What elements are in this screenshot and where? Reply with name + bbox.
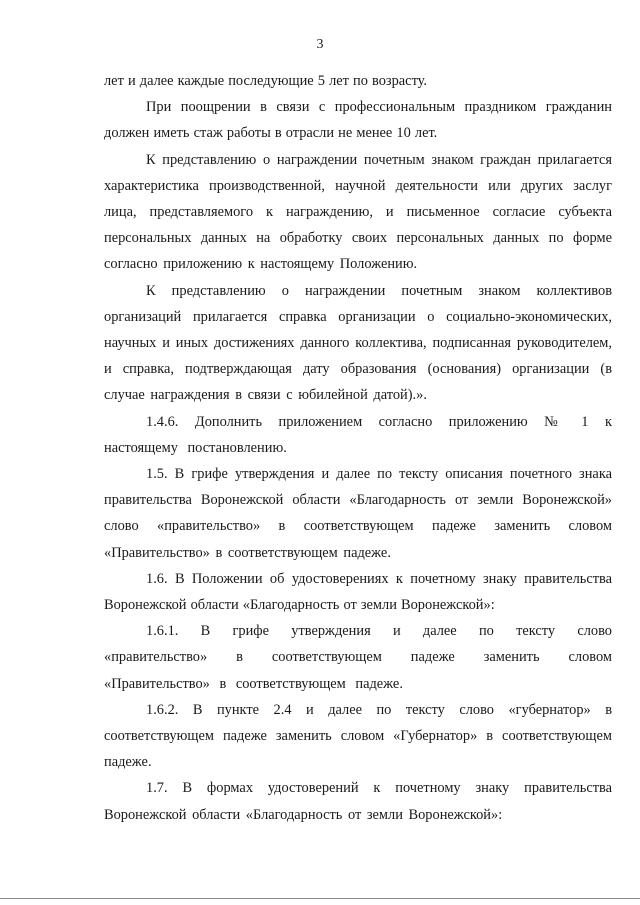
paragraph-collective-nomination: К представлению о награждении почетным знаком коллективов организаций прилагается справка организации о социально-экономических, научных и иных достижениях данного коллектива, подписанная руководителем, и справка, подтверждающая дату образования (основания) организации (в случае награждения в связи с юбилейной датой).». [104, 282, 612, 404]
paragraph-1-6-2: 1.6.2. В пункте 2.4 и далее по тексту слово «губернатор» в соответствующем падеже заменить словом «Губернатор» в соответствующем падеже. [104, 701, 612, 771]
document-body [104, 68, 612, 828]
paragraph-1-6-1: 1.6.1. В грифе утверждения и далее по тексту слово «правительство» в соответствующем падеже заменить словом «Правительство» в соответствующем падеже. [104, 623, 612, 692]
paragraph-1-7: 1.7. В формах удостоверений к почетному знаку правительства Воронежской области «Благодарность от земли Воронежской»: [104, 780, 612, 823]
scan-edge-line [0, 898, 640, 899]
paragraph-1-5: 1.5. В грифе утверждения и далее по тексту описания почетного знака правительства Воронежской области «Благодарность от земли Воронежской» слово «правительство» в соответствующем падеже заменить словом «Правительство» в соответствующем падеже. [104, 466, 612, 561]
paragraph-continuation: лет и далее каждые последующие 5 лет по возрасту. [104, 73, 428, 89]
paragraph-1-6: 1.6. В Положении об удостоверениях к почетному знаку правительства Воронежской области «Благодарность от земли Воронежской»: [104, 570, 612, 614]
page-number: 3 [316, 37, 324, 52]
paragraph-work-experience: При поощрении в связи с профессиональным праздником гражданин должен иметь стаж работы в отрасли не менее 10 лет. [104, 99, 612, 142]
paragraph-1-4-6: 1.4.6. Дополнить приложением согласно приложению № 1 к настоящему постановлению. [104, 413, 612, 456]
paragraph-citizen-nomination: К представлению о награждении почетным знаком граждан прилагается характеристика производственной, научной деятельности или других заслуг лица, представляемого к награждению, и письменное согласие субъекта персональных данных на обработку своих персональных данных по форме согласно приложению к настоящему Положению. [104, 151, 612, 273]
